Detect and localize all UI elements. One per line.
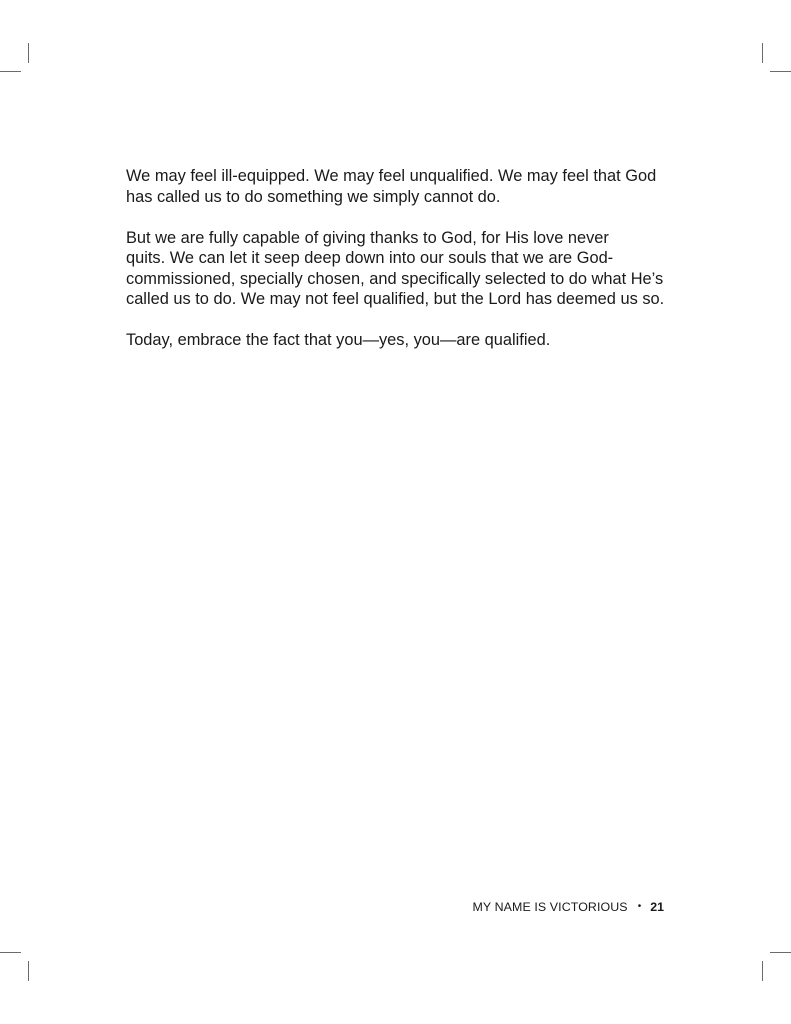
text-line: But we are fully capable of giving thanks to God, for His love never [126, 228, 609, 247]
book-title: MY NAME IS VICTORIOUS [472, 900, 628, 914]
crop-mark-top-left-vertical [28, 43, 29, 63]
crop-mark-bottom-right-vertical [762, 961, 763, 981]
paragraph-3 [126, 330, 666, 351]
crop-mark-top-left-horizontal [0, 71, 21, 72]
text-line: We may feel ill-equipped. We may feel unqualified. We may feel that God [126, 167, 657, 185]
crop-mark-top-right-vertical [762, 43, 763, 63]
body-text [126, 166, 666, 371]
text-line: commissioned, specially chosen, and specifically selected to do what He’s [126, 269, 664, 288]
page-number: 21 [650, 900, 664, 914]
footer-separator: • [637, 901, 642, 912]
crop-mark-bottom-right-horizontal [770, 952, 791, 953]
text-line: quits. We can let it seep deep down into our souls that we are God- [126, 249, 614, 267]
paragraph-2 [126, 228, 666, 310]
crop-mark-bottom-left-vertical [28, 961, 29, 981]
text-line: called us to do. We may not feel qualified, but the Lord has deemed us so. [126, 290, 665, 308]
text-line: Today, embrace the fact that you—yes, you—are qualified. [126, 331, 551, 349]
crop-mark-top-right-horizontal [770, 71, 791, 72]
paragraph-1 [126, 166, 666, 207]
crop-mark-bottom-left-horizontal [0, 952, 21, 953]
page-footer [473, 899, 665, 915]
text-line: has called us to do something we simply cannot do. [126, 187, 501, 206]
